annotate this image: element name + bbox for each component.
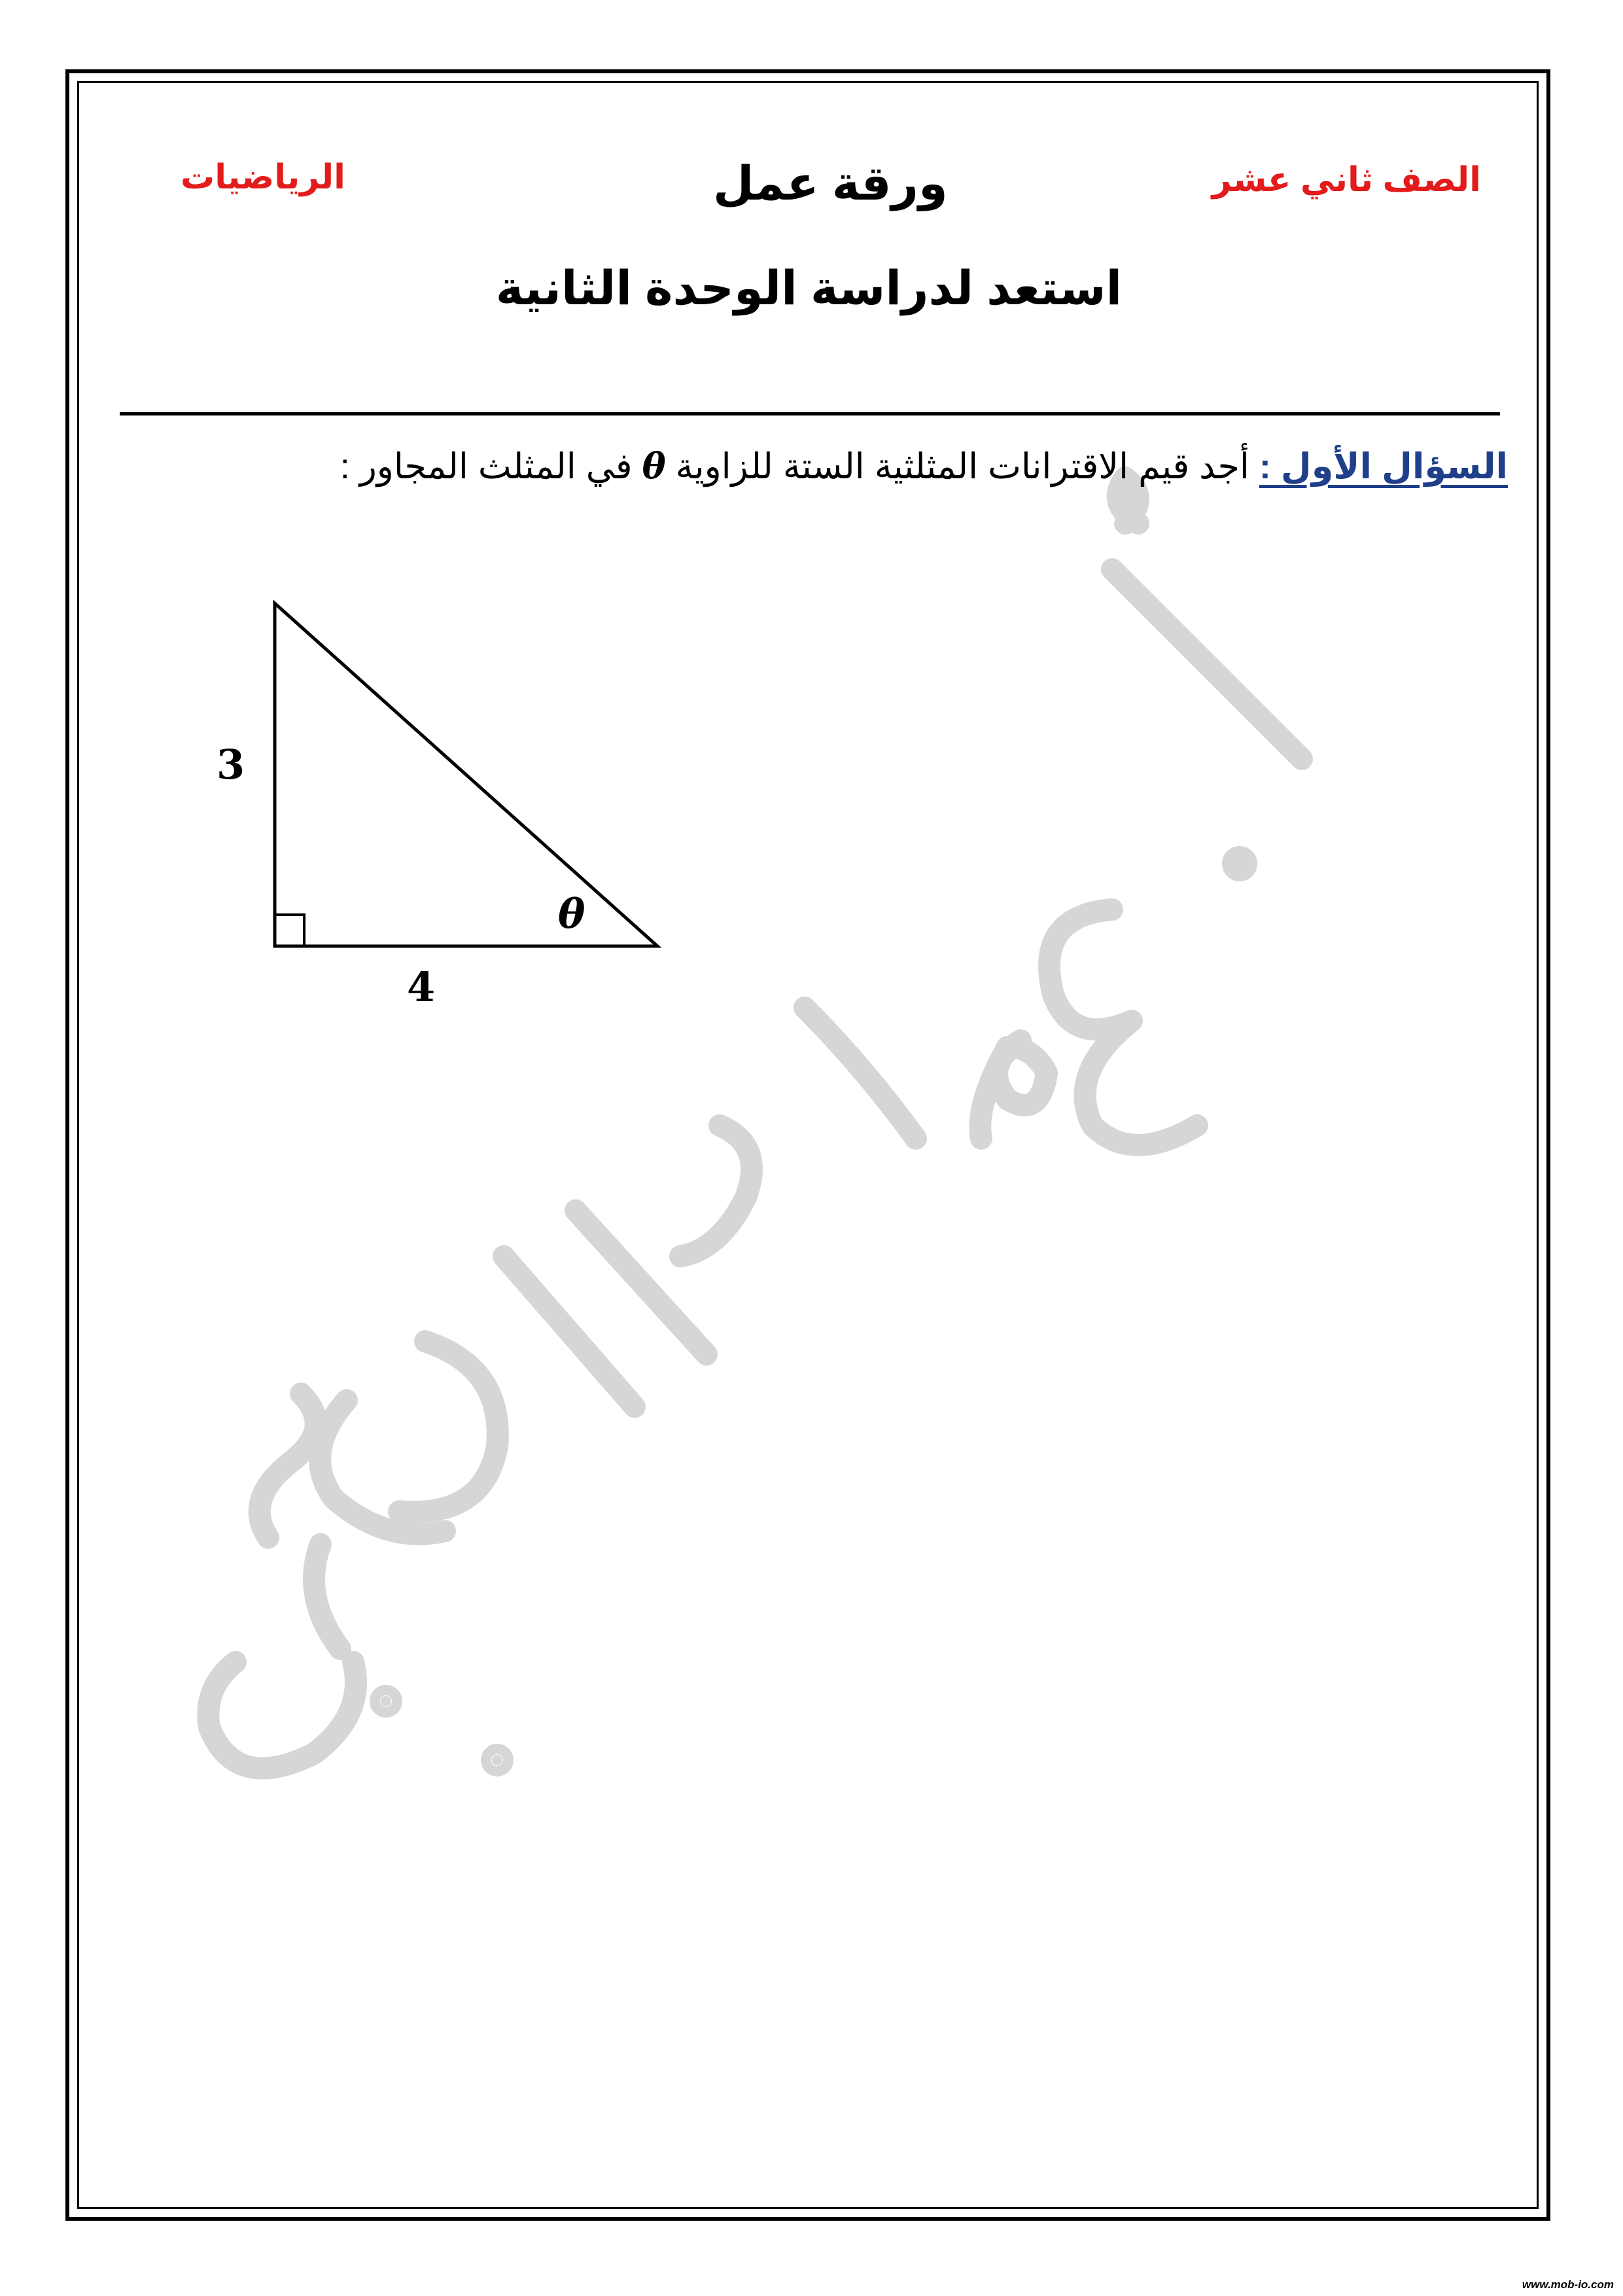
page-title: ورقة عمل	[713, 158, 948, 210]
side-length-horizontal: 4	[407, 963, 436, 1011]
question-text-before: أجد قيم الاقترانات المثلثية الستة للزاوية	[675, 447, 1249, 486]
angle-label: θ	[558, 890, 585, 938]
grade-label: الصف ثاني عشر	[1212, 161, 1481, 199]
right-angle-marker	[275, 915, 304, 946]
side-length-vertical: 3	[217, 741, 245, 788]
subtitle-text: استعد لدراسة الوحدة الثانية	[495, 262, 1123, 315]
footer-site: www.mob-io.com	[1522, 2278, 1614, 2291]
question-label: السؤال الأول :	[1259, 447, 1508, 486]
subject-label: الرياضيات	[181, 158, 346, 196]
question-angle-symbol: θ	[642, 445, 666, 487]
question-text-after: في المثلث المجاور :	[340, 447, 633, 486]
triangle-shape	[275, 603, 657, 946]
